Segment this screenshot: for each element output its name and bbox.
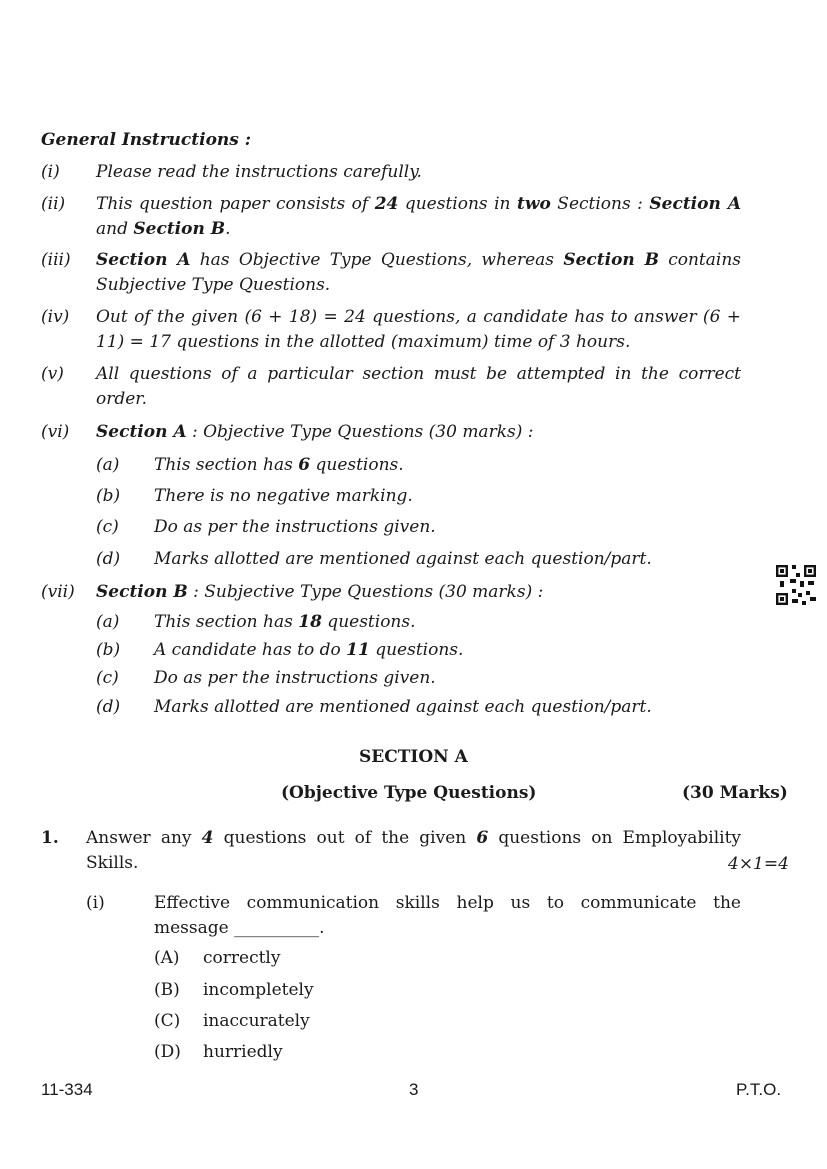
item-text: Out of the given (6 + 18) = 24 questions, a candidate has to answer (6 + 11) = 17 questions in the allotted (maximum) time of 3 hours.: [96, 307, 741, 352]
item-number: (a): [96, 455, 120, 475]
item-number: (iii): [41, 250, 71, 270]
option-text: inaccurately: [203, 1011, 310, 1031]
option-label: (A): [154, 948, 180, 968]
item-number: (iv): [41, 307, 70, 327]
option-text: hurriedly: [203, 1042, 283, 1062]
item-text: This section has 6 questions.: [154, 455, 404, 475]
item-number: (c): [96, 517, 119, 537]
item-text: Section A has Objective Type Questions, whereas Section B contains Subjective Type Questions.: [96, 250, 742, 295]
item-text: Please read the instructions carefully.: [96, 162, 422, 182]
item-text: Section A : Objective Type Questions (30 marks) :: [96, 422, 534, 442]
item-number: (b): [96, 486, 121, 506]
pto-label: P.T.O.: [736, 1080, 782, 1099]
option-label: (B): [154, 980, 180, 1000]
subquestion-number: (i): [86, 893, 105, 913]
option-label: (C): [154, 1011, 181, 1031]
qr-code-icon: [776, 565, 816, 605]
section-marks: (30 Marks): [682, 783, 788, 803]
page-number: 3: [409, 1080, 419, 1099]
paper-code: 11-334: [41, 1080, 93, 1099]
item-number: (b): [96, 640, 121, 660]
option-label: (D): [154, 1042, 181, 1062]
answer-blank: __________: [234, 918, 320, 938]
item-text: There is no negative marking.: [154, 486, 413, 506]
item-text: Section B : Subjective Type Questions (30 marks) :: [96, 582, 544, 602]
question-marks: 4×1=4: [728, 854, 789, 874]
question-number: 1.: [41, 828, 59, 848]
item-text: Do as per the instructions given.: [154, 668, 436, 688]
item-number: (i): [41, 162, 60, 182]
option-text: incompletely: [203, 980, 314, 1000]
item-text: All questions of a particular section must be attempted in the correct order.: [96, 364, 741, 409]
item-text: A candidate has to do 11 questions.: [154, 640, 464, 660]
item-text: This section has 18 questions.: [154, 612, 416, 632]
item-text: Marks allotted are mentioned against each question/part.: [154, 549, 652, 569]
item-number: (d): [96, 549, 121, 569]
item-text: Do as per the instructions given.: [154, 517, 436, 537]
item-number: (a): [96, 612, 120, 632]
item-text: This question paper consists of 24 questions in two Sections : Section A and Section B.: [96, 194, 742, 239]
subquestion-text: Effective communication skills help us to communicate the message __________.: [154, 893, 741, 938]
instructions-heading: General Instructions :: [41, 130, 252, 150]
question-text: Answer any 4 questions out of the given 6 questions on Employability Skills.: [86, 828, 742, 873]
item-number: (c): [96, 668, 119, 688]
section-title: SECTION A: [359, 747, 468, 767]
item-number: (v): [41, 364, 64, 384]
item-number: (d): [96, 697, 121, 717]
item-number: (ii): [41, 194, 66, 214]
item-number: (vii): [41, 582, 75, 602]
option-text: correctly: [203, 948, 281, 968]
item-number: (vi): [41, 422, 70, 442]
section-subtitle: (Objective Type Questions): [281, 783, 537, 803]
item-text: Marks allotted are mentioned against each question/part.: [154, 697, 652, 717]
